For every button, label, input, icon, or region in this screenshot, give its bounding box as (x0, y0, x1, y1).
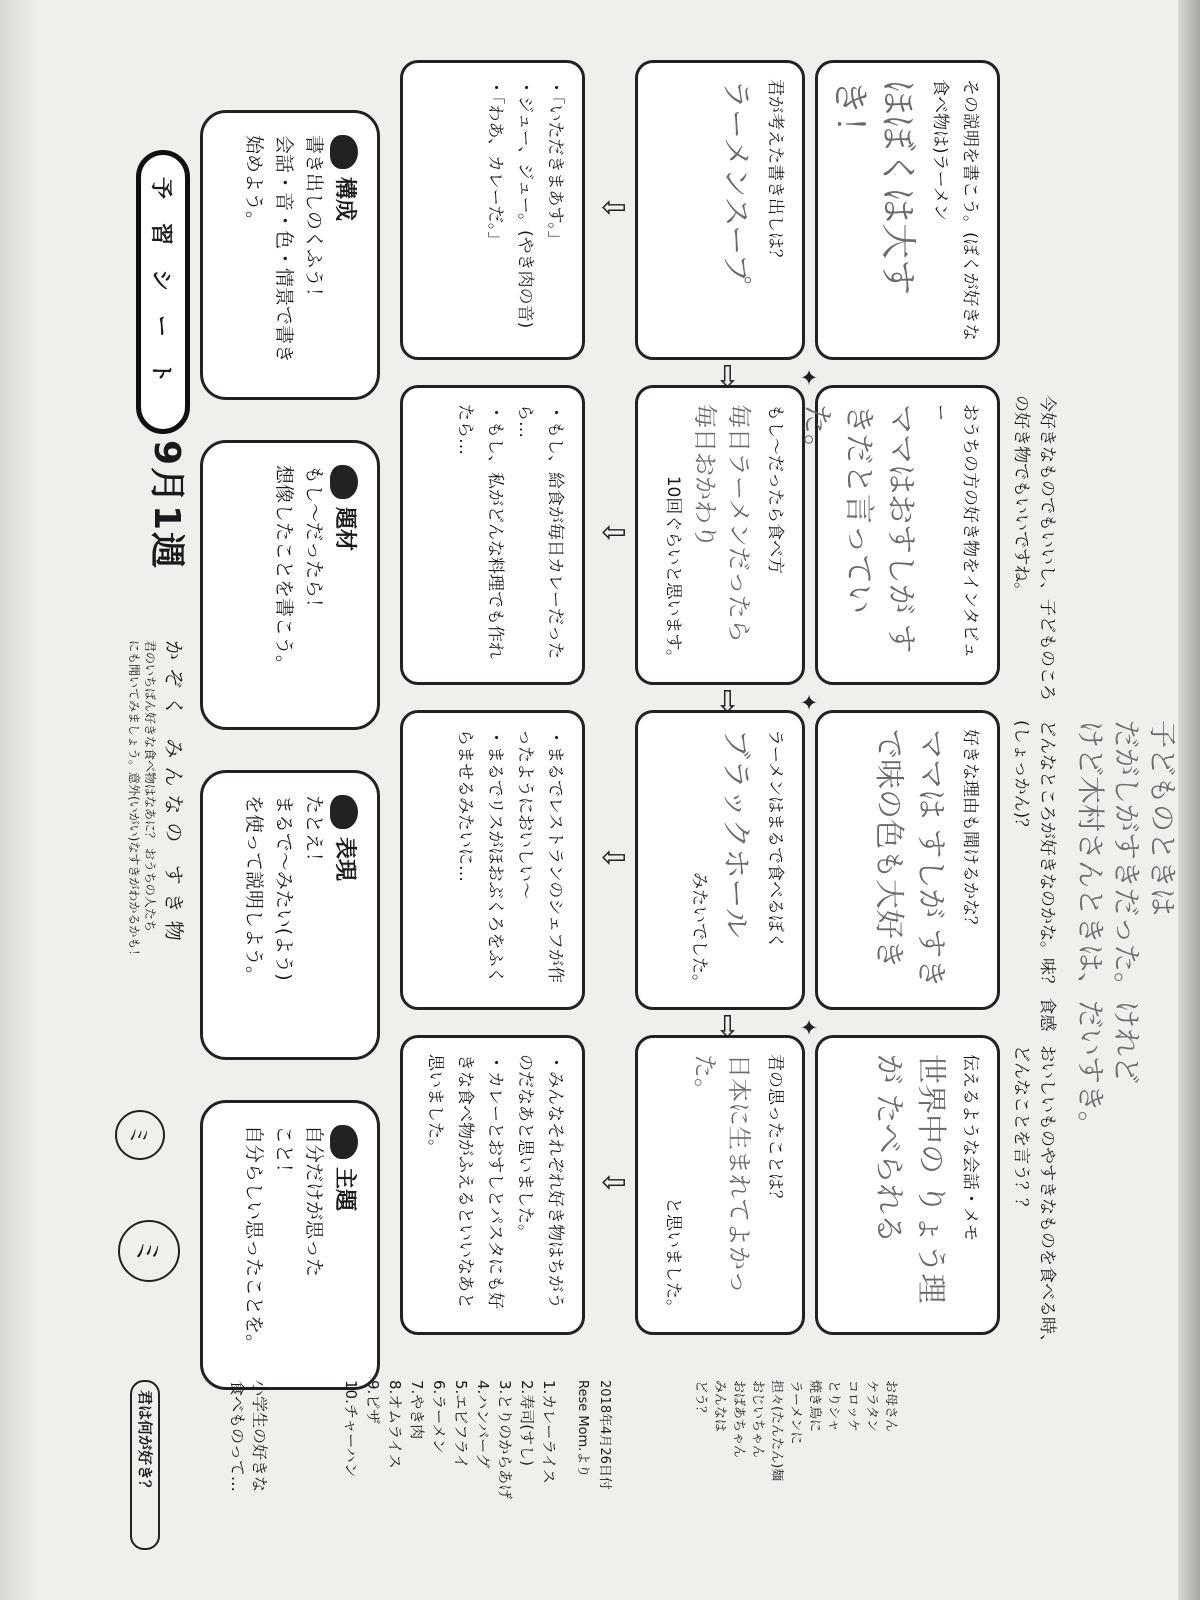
sparkle-icon: ✦ (795, 368, 820, 387)
bubble-theme: 主題 自分だけが思った こと！ 自分らしい思ったことを。 (200, 1100, 380, 1390)
arrow-down-icon: ⇩ (595, 520, 630, 546)
bubble-structure: 構成 書き出しのくふう！ 会話・音・色・情景で書き 始めよう。 (200, 110, 380, 400)
sparkle-icon: ✦ (795, 693, 820, 712)
arrow-down-icon: ⇩ (595, 845, 630, 871)
example-box-4: ・みんなそれぞれ好き物はちがうのだなあと思いました。 ・カレーとおすしとパスタにも好きな食べ物がふえるといいなあと思いました。 (400, 1035, 585, 1335)
answer-box-explain[interactable]: その説明を書こう。(ぼくが好きな食べ物は)ラーメン ほぼくは大すき！ (815, 60, 1000, 360)
example-box-3: ・まるでレストランのシェフが作ったようにおいしい〜 ・まるでリスがほおぶくろをふくらませるみたいに… (400, 710, 585, 1010)
footer-note-1: 今好きなものでもいいし、子どものころの好き物でもいいですね。 (1011, 395, 1057, 701)
footer-note-3: おいしいものやすきなものを食べる時、どんなことを言う？？ (1011, 1045, 1057, 1351)
cross-icon (330, 795, 358, 829)
handwritten-answer: ママはおすしが すきだと言っていた。 (799, 404, 918, 654)
side-ranking-list: 1.カレーライス 2.寿司(すし) 3.とりのからあげ 4.ハンバーグ 5.エビフライ 6.ラーメン 7.やき肉 8.オムライス 9.ピザ 10.チャーハン (342, 1380, 558, 1500)
page-tag: ミ (115, 1110, 165, 1160)
footer-note-2: どんなところが好きなのかな。味？ 食感(しょっかん)？ (1011, 720, 1057, 1032)
arrow-right-icon: ⇨ (710, 689, 745, 715)
handwritten-answer: 日本に生まれてよかった。 (691, 1054, 753, 1294)
bubble-expression: 表現 たとえ！ まるで〜みたい(よう) を使って説明しよう。 (200, 770, 380, 1060)
answer-box-simile[interactable]: ラーメンはまるで食べるぼく ブラックホール みたいでした。 (635, 710, 805, 1010)
example-box-1: ・「いただきまあす。」 ・ジュー、ジュー。(やき肉の音) ・「わあ、カレーだ。」 (400, 60, 585, 360)
answer-box-conversation[interactable]: 伝えるような会話・メモ 世界中の りょう理が たべられる (815, 1035, 1000, 1335)
arrow-right-icon: ⇨ (710, 1014, 745, 1040)
example-box-2: ・もし、給食が毎日カレーだったら… ・もし、私がどんな料理でも作れたら… (400, 385, 585, 685)
sparkle-icon: ✦ (795, 1018, 820, 1037)
theme-note: 君のいちばん好きな食べ物はなあに？ おうちの人たち にも聞いてみましょう。意外(いがい)なすきがわかるかも！ (127, 640, 157, 962)
handwritten-answer: ママは すしが すきで味の色も大好き (871, 729, 948, 989)
theme-title: かぞく みんなの すき物 (162, 640, 186, 949)
answer-box-interview[interactable]: おうちの方の好き物をインタビュー ママはおすしが すきだと言っていた。 (815, 385, 1000, 685)
leaf-icon (330, 465, 358, 499)
page-circle-mark: ミ (118, 1220, 180, 1282)
side-speech-bubble: 小学生の好きな 食べものって… (228, 1380, 269, 1493)
arrow-down-icon: ⇩ (595, 1170, 630, 1196)
handwritten-answer: 毎日ラーメンだったら 毎日おかわり (691, 404, 753, 643)
arrow-up-icon (330, 135, 358, 169)
side-list-title: 君は何が好き？ (130, 1380, 160, 1550)
answer-box-opening[interactable]: 君が考えた書き出しは？ ラーメンスープ (635, 60, 805, 360)
bottom-handwriting: 子どものときは だがしがすきだった。けれど けど木村さんときは、だいすき。 (1074, 720, 1179, 1139)
answer-box-thought[interactable]: 君の思ったことは？ 日本に生まれてよかった。 と思いました。 (635, 1035, 805, 1335)
handwritten-answer: ラーメンスープ (718, 79, 753, 284)
preview-sheet-badge: 予 習 シ ー ト (136, 150, 190, 434)
hand-icon (330, 1125, 358, 1159)
source-credit: 2018年4月26日付 Rese Mom.より (575, 1380, 612, 1490)
side-small-notes: お母さん ケラタン コロッケ とりシャ 焼き鳥に ラーメンに 担々(たんたん)麺 おじいちゃん おばあちゃん みんなは どう？ (693, 1380, 898, 1482)
handwritten-answer: 世界中の りょう理が たべられる (871, 1054, 948, 1304)
bubble-subject: 題材 もし〜だったら！ 想像したことを書こう。 (200, 440, 380, 730)
answer-box-whatif[interactable]: もし〜だったら食べ方 毎日ラーメンだったら 毎日おかわり 10回ぐらいと思います。 (635, 385, 805, 685)
answer-box-reason[interactable]: 好きな理由も聞けるかな？ ママは すしが すきで味の色も大好き (815, 710, 1000, 1010)
arrow-right-icon: ⇨ (710, 364, 745, 390)
handwritten-answer: ほぼくは大すき！ (829, 79, 918, 296)
week-title: 9月1週 (146, 440, 187, 571)
arrow-down-icon: ⇩ (595, 195, 630, 221)
handwritten-answer: ブラックホール (718, 729, 753, 938)
